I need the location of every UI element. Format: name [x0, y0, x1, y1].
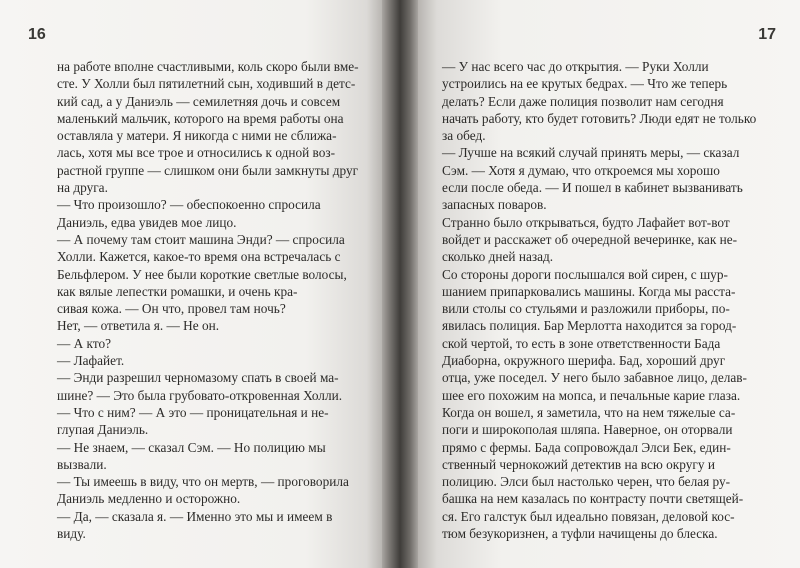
text-line: — Что с ним? — А это — проницательная и не- [57, 404, 329, 420]
text-line: лась, хотя мы все трое и относились к одной воз- [57, 145, 336, 161]
text-line: сте. У Холли был пятилетний сын, ходивший в детс- [57, 76, 356, 92]
text-line: ской чертой, то есть в зоне ответственности Бада [442, 335, 721, 351]
text-line: тюм безукоризнен, а туфли начищены до блеска. [442, 526, 718, 542]
text-line: поги и широкополая шляпа. Наверное, он оторвали [442, 422, 733, 438]
book-gutter [382, 0, 418, 568]
text-line: — У нас всего час до открытия. — Руки Холли [442, 59, 709, 74]
text-line: отца, уже поседел. У него было забавное лицо, делав- [442, 370, 747, 386]
text-line: маленький мальчик, которого на время работы она [57, 110, 344, 126]
text-line: Бельфлером. У нее были короткие светлые волосы, [57, 266, 347, 282]
text-line: Даниэль медленно и осторожно. [57, 491, 241, 507]
text-line: Со стороны дороги послышался вой сирен, с шур- [442, 266, 728, 282]
text-line: явилась полиция. Бар Мерлотта находится за город- [442, 318, 737, 334]
text-line: Холли. Кажется, какое-то время она встречалась с [57, 249, 341, 265]
text-line: шее его похожим на мопса, и печальные карие глаза. [442, 387, 741, 403]
text-line: — А кто? [57, 335, 112, 351]
text-line: за обед. [442, 128, 486, 144]
text-line: Странно было открываться, будто Лафайет вот-вот [442, 214, 730, 230]
text-line: на работе вполне счастливыми, коль скоро были вме- [57, 59, 359, 74]
text-line: — Что произошло? — обеспокоенно спросила [57, 197, 321, 213]
text-line: Когда он вошел, я заметила, что на нем тяжелые са- [442, 404, 736, 420]
text-line: растной группе — слишком они были замкнуты друг [57, 162, 359, 178]
text-line: виду. [57, 526, 86, 542]
text-line: на друга. [57, 180, 108, 196]
text-line: войдет и расскажет об очередной вечеринке, как не- [442, 231, 738, 247]
text-line: запасных поваров. [442, 197, 547, 213]
text-line: Сэм. — Хотя я думаю, что откроемся мы хорошо [442, 162, 720, 178]
text-line: — А почему там стоит машина Энди? — спросила [57, 231, 345, 247]
text-line: делать? Если даже полиция позволит нам сегодня [442, 93, 724, 109]
text-line: — Ты имеешь в виду, что он мертв, — проговорила [57, 474, 349, 490]
left-page-text [57, 58, 377, 542]
text-line: ственный чернокожий детектив на всю округу и [442, 456, 715, 472]
text-line: кий сад, а у Даниэль — семилетняя дочь и совсем [57, 93, 341, 109]
text-line: как вялые лепестки ромашки, и очень кра- [57, 283, 298, 299]
text-line: — Лучше на всякий случай принять меры, — сказал [442, 145, 740, 161]
text-line: если после обеда. — И пошел в кабинет вызванивать [442, 180, 743, 196]
text-line: Нет, — ответила я. — Не он. [57, 318, 220, 334]
text-line: прямо с фермы. Бада сопровождал Элси Бек, един- [442, 439, 731, 455]
text-line: вызвали. [57, 456, 107, 472]
text-line: шанием припарковались машины. Когда мы расста- [442, 283, 736, 299]
text-line: ся. Его галстук был идеально повязан, деловой кос- [442, 508, 735, 524]
text-line: глупая Даниэль. [57, 422, 149, 438]
text-line: начать работу, кто будет готовить? Люди едят не только [442, 110, 757, 126]
text-line: — Да, — сказала я. — Именно это мы и имеем в [57, 508, 333, 524]
right-page-number: 17 [758, 26, 776, 43]
text-line: сколько дней назад. [442, 249, 554, 265]
text-line: сивая кожа. — Он что, провел там ночь? [57, 301, 286, 317]
text-line: полицию. Элси был настолько черен, что белая ру- [442, 474, 731, 490]
left-page-number: 16 [28, 26, 46, 43]
text-line: вили столы со стульями и разложили приборы, по- [442, 301, 730, 317]
text-line: — Не знаем, — сказал Сэм. — Но полицию мы [57, 439, 326, 455]
text-line: устроились на ее крутых бедрах. — Что же теперь [442, 76, 728, 92]
text-line: — Энди разрешил черномазому спать в своей ма- [57, 370, 339, 386]
text-line: Даниэль, едва увидев мое лицо. [57, 214, 237, 230]
right-page-text [442, 58, 772, 542]
text-line: Диаборна, окружного шерифа. Бад, хороший друг [442, 353, 726, 369]
text-line: башка на нем казалась по контрасту почти светящей- [442, 491, 744, 507]
left-page [0, 0, 382, 568]
text-line: — Лафайет. [57, 353, 125, 369]
text-line: шине? — Это была грубовато-откровенная Холли. [57, 387, 343, 403]
text-line: оставляла у матери. Я никогда с ними не сближа- [57, 128, 337, 144]
